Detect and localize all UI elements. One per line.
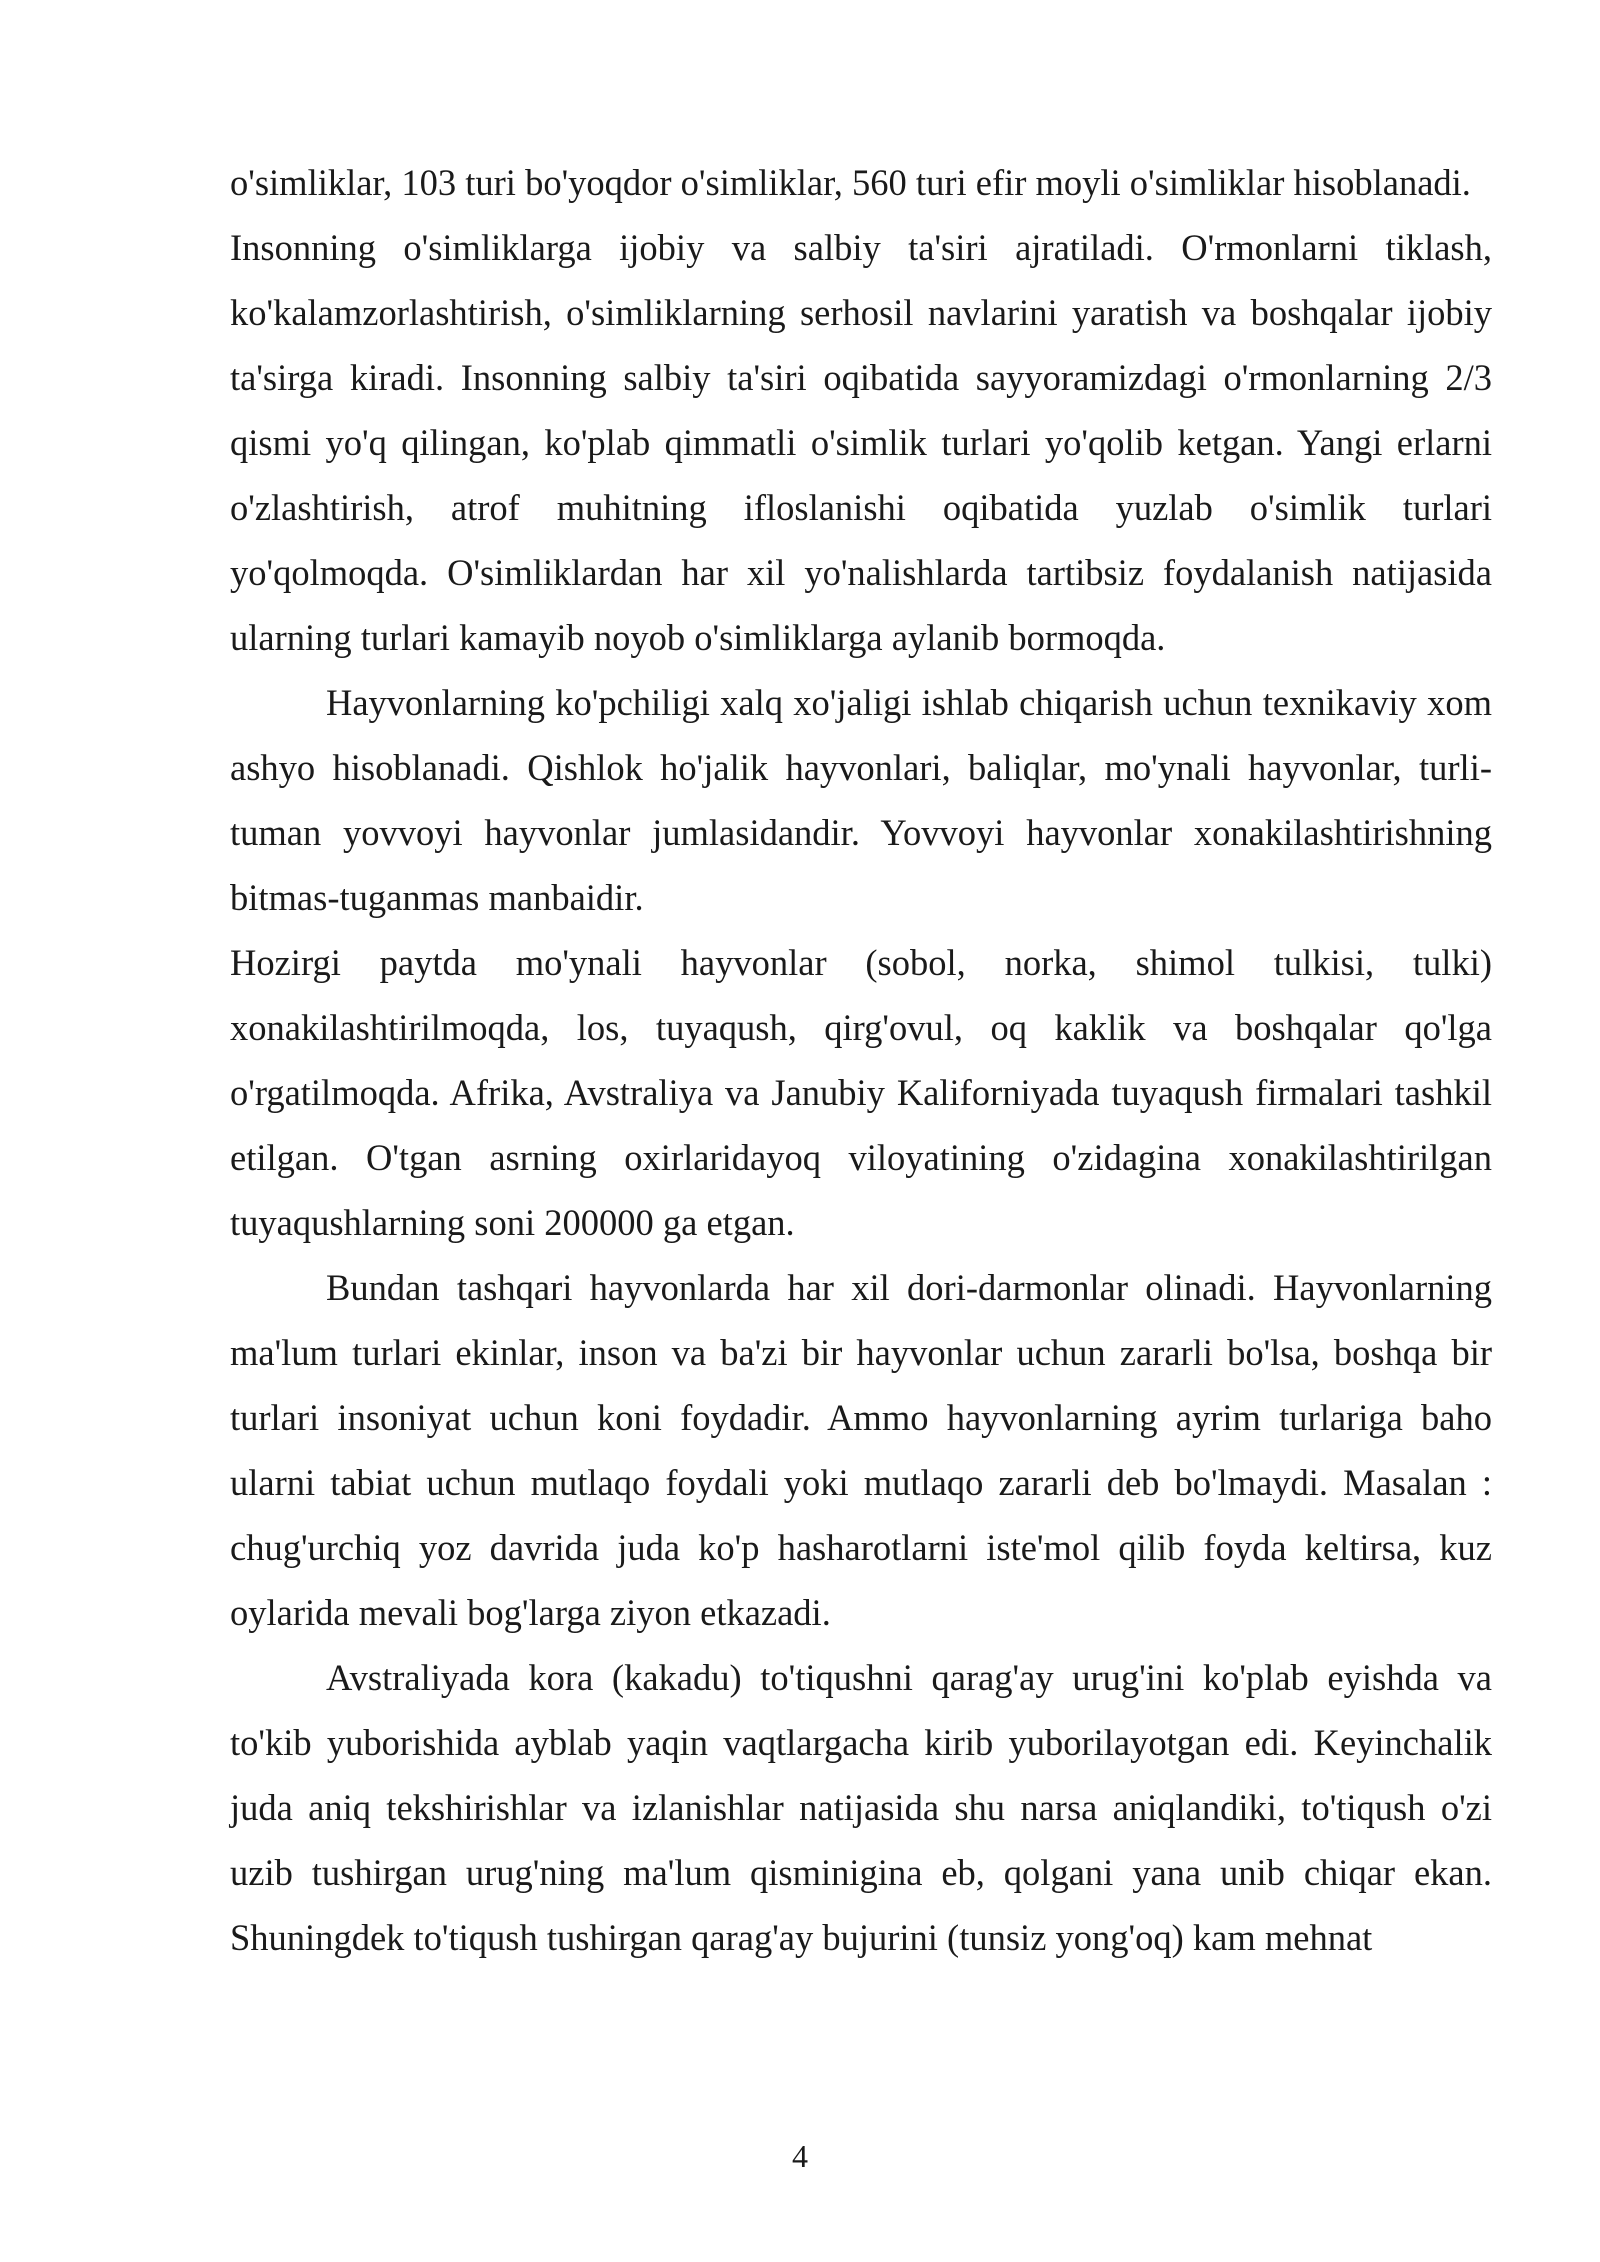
paragraph-5: Bundan tashqari hayvonlarda har xil dori-darmonlar olinadi. Hayvonlarning ma'lum turlari ekinlar, inson va ba'zi bir hayvonlar uchun zararli bo'lsa, boshqa bir turlari insoniyat uchun koni foydadir. Ammo hayvonlarning ayrim turlariga baho ularni tabiat uchun mutlaqo foydali yoki mutlaqo zararli deb bo'lmaydi. Masalan : chug'urchiq yoz davrida juda ko'p hasharotlarni iste'mol qilib foyda keltirsa, kuz oylarida mevali bog'larga ziyon etkazadi. xyxy=(230,1267,1492,1633)
paragraph-1: o'simliklar, 103 turi bo'yoqdor o'simliklar, 560 turi efir moyli o'simliklar hisoblanadi. xyxy=(230,162,1471,203)
page-number: 4 xyxy=(792,2138,808,2174)
paragraph-3: Hayvonlarning ko'pchiligi xalq xo'jaligi ishlab chiqarish uchun texnikaviy xom ashyo hisoblanadi. Qishlok ho'jalik hayvonlari, baliqlar, mo'ynali hayvonlar, turli-tuman yovvoyi hayvonlar jumlasidandir. Yovvoyi hayvonlar xonakilashtirishning bitmas-tuganmas manbaidir. xyxy=(230,682,1492,918)
body-text xyxy=(230,150,1492,1970)
paragraph-6: Avstraliyada kora (kakadu) to'tiqushni qarag'ay urug'ini ko'plab eyishda va to'kib yuborishida ayblab yaqin vaqtlargacha kirib yuborilayotgan edi. Keyinchalik juda aniq tekshirishlar va izlanishlar natijasida shu narsa aniqlandiki, to'tiqush o'zi uzib tushirgan urug'ning ma'lum qisminigina eb, qolgani yana unib chiqar ekan. Shuningdek to'tiqush tushirgan qarag'ay bujurini (tunsiz yong'oq) kam mehnat xyxy=(230,1657,1492,1958)
paragraph-4: Hozirgi paytda mo'ynali hayvonlar (sobol, norka, shimol tulkisi, tulki) xonakilashtirilmoqda, los, tuyaqush, qirg'ovul, oq kaklik va boshqalar qo'lga o'rgatilmoqda. Afrika, Avstraliya va Janubiy Kaliforniyada tuyaqush firmalari tashkil etilgan. O'tgan asrning oxirlaridayoq viloyatining o'zidagina xonakilashtirilgan tuyaqushlarning soni 200000 ga etgan. xyxy=(230,942,1492,1243)
paragraph-2: Insonning o'simliklarga ijobiy va salbiy ta'siri ajratiladi. O'rmonlarni tiklash, ko'kalamzorlashtirish, o'simliklarning serhosil navlarini yaratish va boshqalar ijobiy ta'sirga kiradi. Insonning salbiy ta'siri oqibatida sayyoramizdagi o'rmonlarning 2/3 qismi yo'q qilingan, ko'plab qimmatli o'simlik turlari yo'qolib ketgan. Yangi erlarni o'zlashtirish, atrof muhitning ifloslanishi oqibatida yuzlab o'simlik turlari yo'qolmoqda. O'simliklardan har xil yo'nalishlarda tartibsiz foydalanish natijasida ularning turlari kamayib noyob o'simliklarga aylanib bormoqda. xyxy=(230,227,1492,658)
